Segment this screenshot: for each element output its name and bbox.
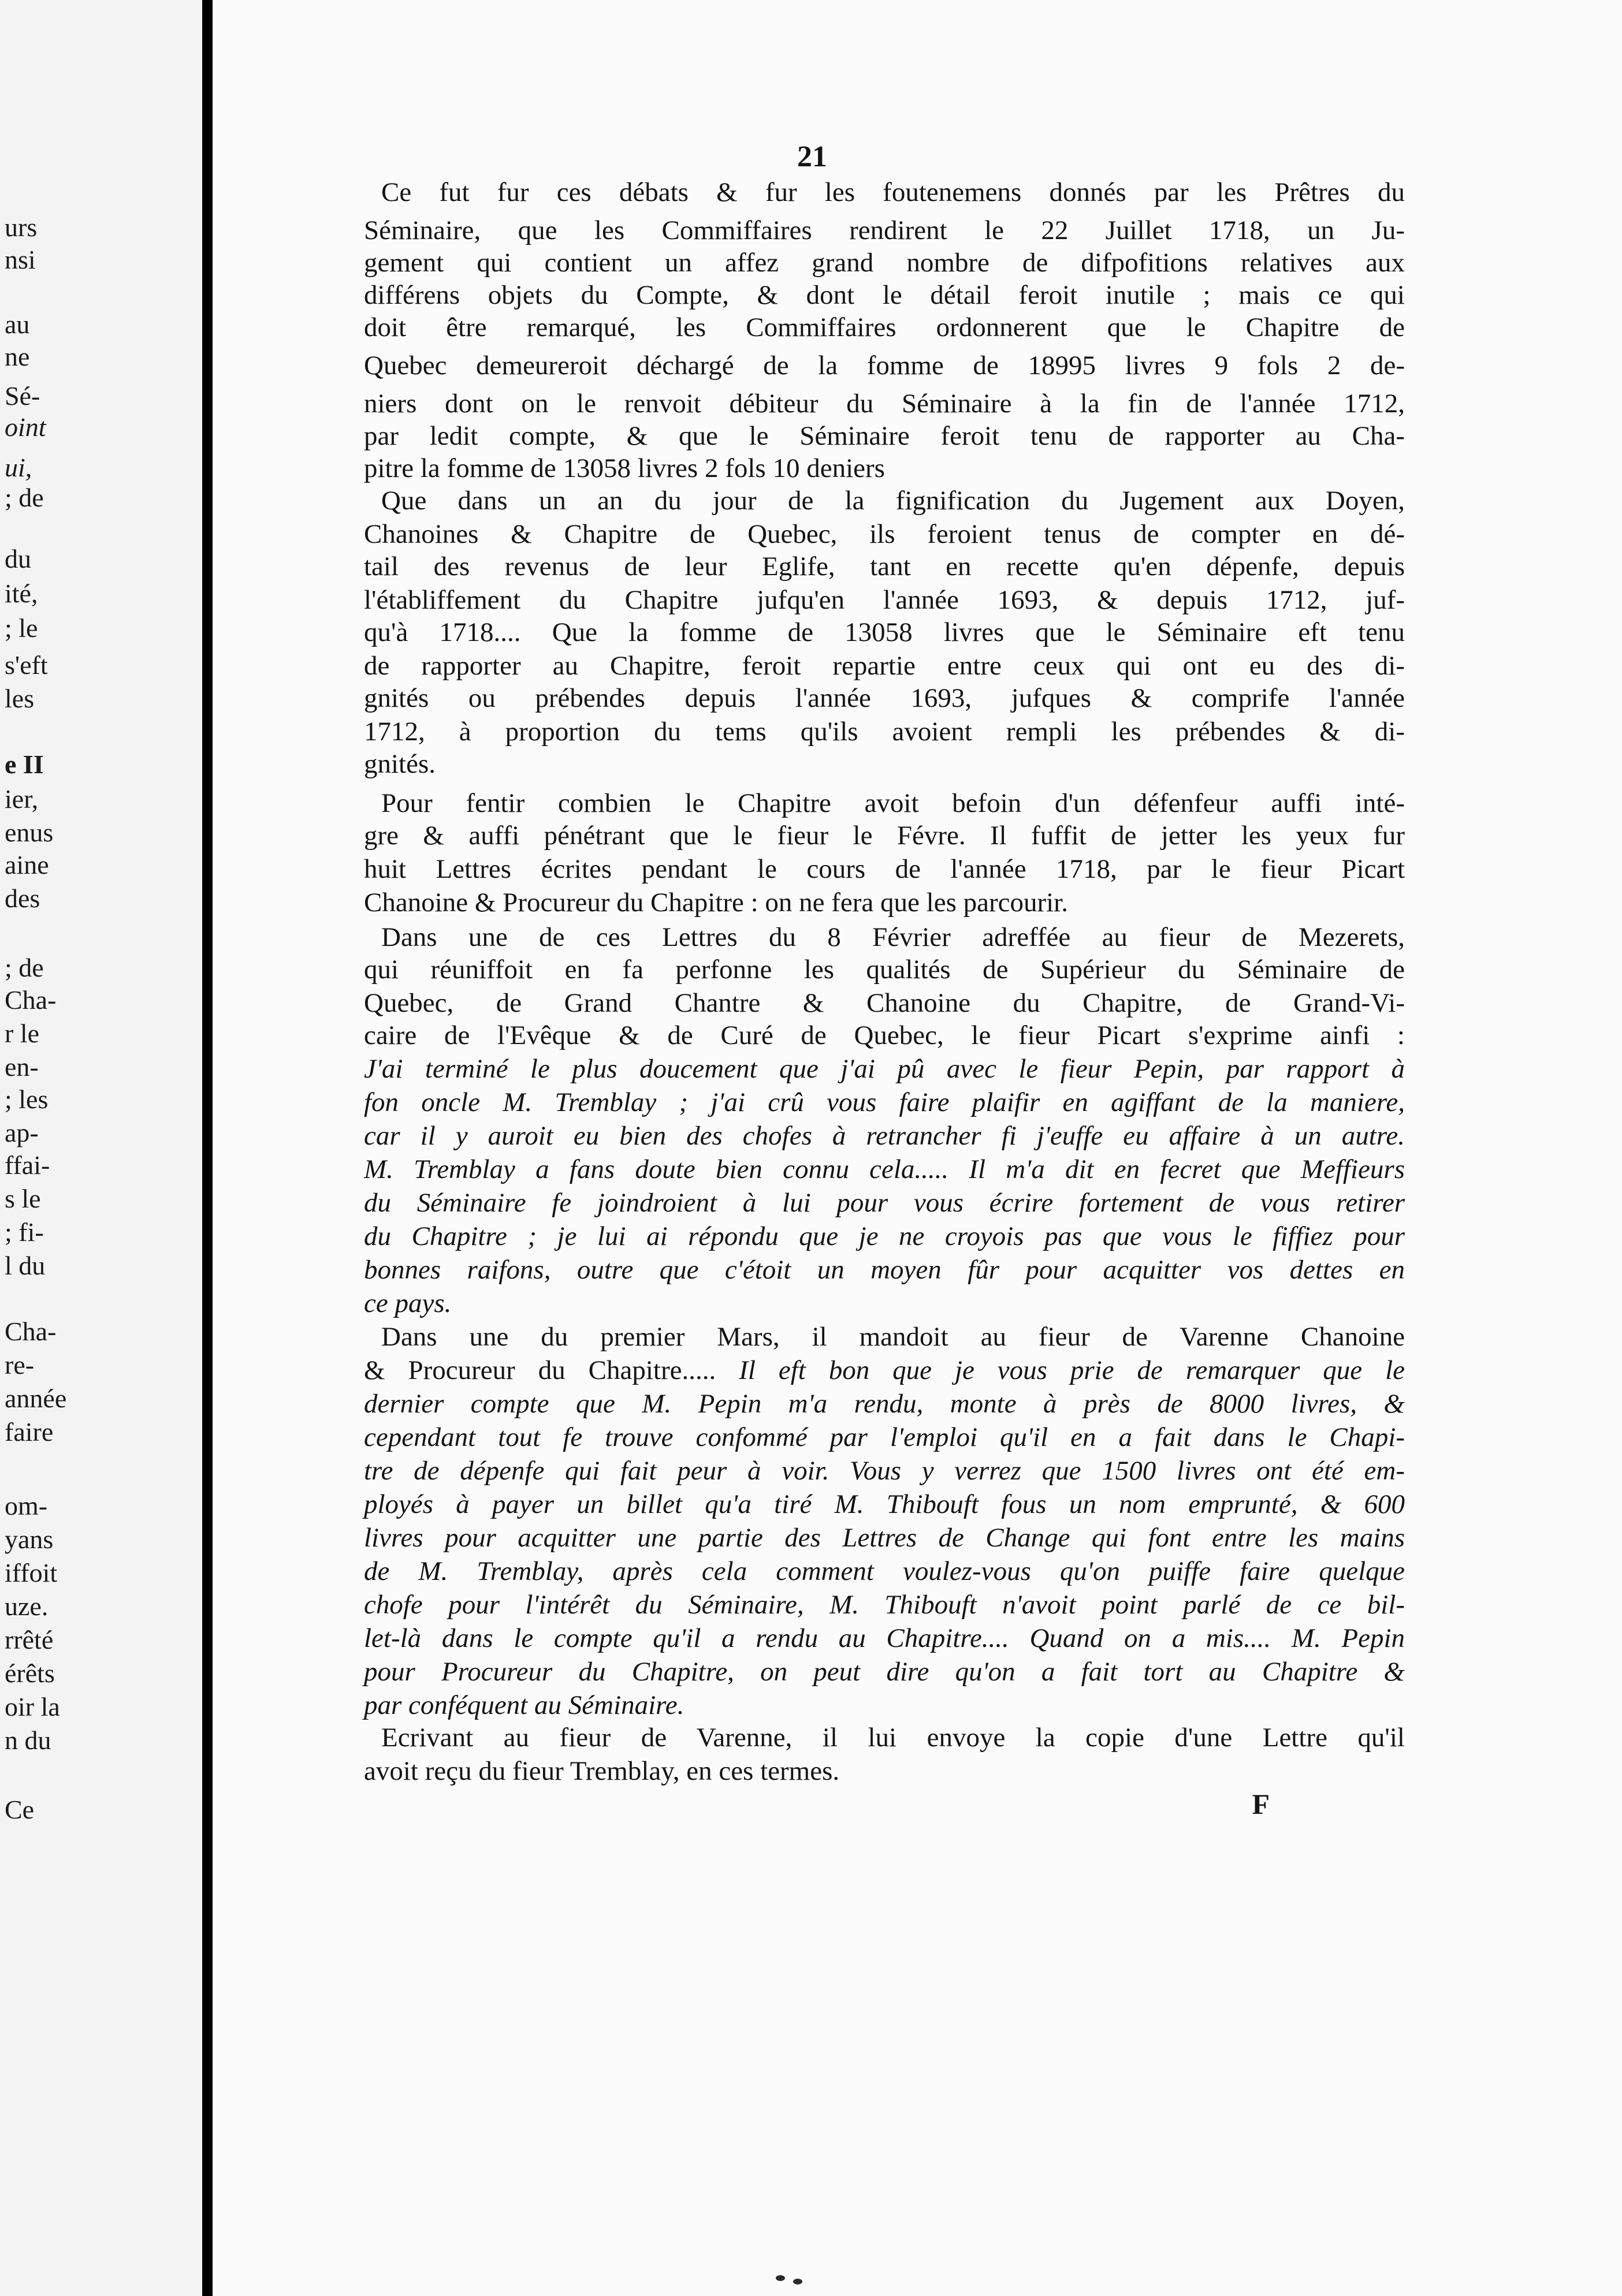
text-line: Ecrivant au fieur de Varenne, il lui envoye la copie d'une Lettre qu'il bbox=[381, 1723, 1405, 1753]
text-line: gre & auffi pénétrant que le fieur le Févre. Il fuffit de jetter les yeux fur bbox=[364, 821, 1405, 851]
text-line: qui réuniffoit en fa perfonne les qualités de Supérieur du Séminaire de bbox=[364, 955, 1405, 985]
text-line: tre de dépenfe qui fait peur à voir. Vous y verrez que 1500 livres ont été em- bbox=[364, 1456, 1405, 1486]
facing-text-fragment: uze. bbox=[5, 1591, 49, 1621]
text-line: avoit reçu du fieur Tremblay, en ces termes. bbox=[364, 1756, 840, 1786]
text-line: fon oncle M. Tremblay ; j'ai crû vous faire plaifir en agiffant de la maniere, bbox=[364, 1087, 1405, 1117]
facing-text-fragment: l du bbox=[5, 1251, 46, 1280]
text-line: gnités ou prébendes depuis l'année 1693, jufques & comprife l'année bbox=[364, 683, 1405, 713]
facing-text-fragment: ; de bbox=[5, 483, 44, 512]
text-line: de rapporter au Chapitre, feroit repartie entre ceux qui ont eu des di- bbox=[364, 651, 1405, 681]
facing-text-fragment: année bbox=[5, 1384, 67, 1413]
text-line: ployés à payer un billet qu'a tiré M. Thibouft fous un nom emprunté, & 600 bbox=[364, 1489, 1405, 1519]
facing-text-fragment: oir la bbox=[5, 1692, 60, 1721]
text-line: du Chapitre ; je lui ai répondu que je ne croyois pas que vous le fiffiez pour bbox=[364, 1221, 1405, 1251]
text-line: tail des revenus de leur Eglife, tant en recette qu'en dépenfe, depuis bbox=[364, 551, 1405, 582]
text-line: Quebec, de Grand Chantre & Chanoine du Chapitre, de Grand-Vi- bbox=[364, 988, 1405, 1018]
text-run: & Procureur du Chapitre..... bbox=[364, 1355, 716, 1385]
text-line: Chanoine & Procureur du Chapitre : on ne fera que les parcourir. bbox=[364, 888, 1068, 918]
text-line: par conféquent au Séminaire. bbox=[364, 1690, 684, 1720]
text-line: M. Tremblay a fans doute bien connu cela..... Il m'a dit en fecret que Meffieurs bbox=[364, 1154, 1405, 1184]
text-line: gnités. bbox=[364, 749, 436, 779]
text-line: Pour fentir combien le Chapitre avoit befoin d'un défenfeur auffi inté- bbox=[381, 788, 1405, 818]
text-line: Dans une de ces Lettres du 8 Février adreffée au fieur de Mezerets, bbox=[381, 922, 1405, 952]
catchword: F bbox=[1252, 1788, 1270, 1820]
facing-text-fragment: ffai- bbox=[5, 1150, 50, 1180]
page-number: 21 bbox=[797, 140, 827, 173]
facing-text-fragment: ; les bbox=[5, 1084, 49, 1114]
facing-text-fragment: r le bbox=[5, 1019, 40, 1048]
text-line: qu'à 1718.... Que la fomme de 13058 livres que le Séminaire eft tenu bbox=[364, 617, 1405, 647]
text-line: niers dont on le renvoit débiteur du Séminaire à la fin de l'année 1712, bbox=[364, 389, 1405, 419]
facing-text-fragment: aine bbox=[5, 850, 49, 879]
text-line: pitre la fomme de 13058 livres 2 fols 10 deniers bbox=[364, 453, 885, 483]
text-line: de M. Tremblay, après cela comment voulez-vous qu'on puiffe faire quelque bbox=[364, 1556, 1405, 1586]
text-line: caire de l'Evêque & de Curé de Quebec, le fieur Picart s'exprime ainfi : bbox=[364, 1020, 1405, 1050]
facing-text-fragment: ; de bbox=[5, 953, 44, 982]
facing-text-fragment: ap- bbox=[5, 1118, 39, 1147]
text-line: huit Lettres écrites pendant le cours de l'année 1718, par le fieur Picart bbox=[364, 854, 1405, 884]
facing-text-fragment: en- bbox=[5, 1052, 39, 1082]
facing-text-fragment: enus bbox=[5, 818, 54, 847]
text-line: Ce fut fur ces débats & fur les foutenemens donnés par les Prêtres du bbox=[381, 177, 1405, 207]
facing-text-fragment: des bbox=[5, 884, 40, 913]
text-line: du Séminaire fe joindroient à lui pour vous écrire fortement de vous retirer bbox=[364, 1188, 1405, 1218]
text-line: par ledit compte, & que le Séminaire feroit tenu de rapporter au Cha- bbox=[364, 421, 1405, 451]
text-run-italic: Il eft bon que je vous prie de remarquer que le bbox=[739, 1355, 1405, 1385]
ink-speck bbox=[776, 2275, 785, 2281]
facing-text-fragment: s'eft bbox=[5, 650, 48, 680]
facing-text-fragment: ier, bbox=[5, 784, 39, 814]
text-line: J'ai terminé le plus doucement que j'ai pû avec le fieur Pepin, par rapport à bbox=[364, 1054, 1405, 1084]
facing-text-fragment: ne bbox=[5, 342, 30, 371]
facing-text-fragment: ui, bbox=[5, 453, 32, 482]
text-line: doit être remarqué, les Commiffaires ordonnerent que le Chapitre de bbox=[364, 312, 1405, 342]
facing-text-fragment: ité, bbox=[5, 579, 38, 608]
facing-text-fragment: re- bbox=[5, 1350, 35, 1380]
text-line: 1712, à proportion du tems qu'ils avoient rempli les prébendes & di- bbox=[364, 717, 1405, 747]
facing-text-fragment: du bbox=[5, 544, 31, 573]
facing-text-fragment: les bbox=[5, 684, 35, 713]
facing-text-fragment: au bbox=[5, 310, 30, 339]
text-line: Séminaire, que les Commiffaires rendirent le 22 Juillet 1718, un Ju- bbox=[364, 215, 1405, 245]
facing-text-fragment: Ce bbox=[5, 1795, 35, 1824]
facing-text-fragment: nsi bbox=[5, 245, 36, 274]
page bbox=[213, 0, 1622, 2296]
text-line: différens objets du Compte, & dont le détail feroit inutile ; mais ce qui bbox=[364, 280, 1405, 310]
facing-text-fragment: iffoit bbox=[5, 1558, 58, 1587]
text-line: Dans une du premier Mars, il mandoit au fieur de Varenne Chanoine bbox=[381, 1322, 1405, 1352]
text-line: dernier compte que M. Pepin m'a rendu, monte à près de 8000 livres, & bbox=[364, 1389, 1405, 1419]
text-line: ce pays. bbox=[364, 1288, 452, 1318]
text-line: Chanoines & Chapitre de Quebec, ils feroient tenus de compter en dé- bbox=[364, 519, 1405, 549]
text-line: livres pour acquitter une partie des Lettres de Change qui font entre les mains bbox=[364, 1523, 1405, 1553]
text-line: Que dans un an du jour de la fignification du Jugement aux Doyen, bbox=[381, 486, 1405, 516]
facing-text-fragment: ; le bbox=[5, 613, 38, 643]
facing-text-fragment: ; fi- bbox=[5, 1217, 44, 1247]
text-line: Quebec demeureroit déchargé de la fomme de 18995 livres 9 fols 2 de- bbox=[364, 351, 1405, 381]
text-line bbox=[364, 1351, 1405, 1389]
facing-text-fragment: Sé- bbox=[5, 381, 40, 411]
facing-text-fragment: faire bbox=[5, 1417, 54, 1447]
text-line: cependant tout fe trouve confommé par l'emploi qu'il en a fait dans le Chapi- bbox=[364, 1422, 1405, 1452]
facing-text-fragment: e II bbox=[5, 750, 44, 779]
text-line: l'établiffement du Chapitre jufqu'en l'année 1693, & depuis 1712, juf- bbox=[364, 585, 1405, 615]
text-line: chofe pour l'intérêt du Séminaire, M. Thibouft n'avoit point parlé de ce bil- bbox=[364, 1590, 1405, 1620]
facing-text-fragment: rrêté bbox=[5, 1625, 54, 1654]
facing-text-fragment: urs bbox=[5, 213, 38, 242]
text-line: let-là dans le compte qu'il a rendu au Chapitre.... Quand on a mis.... M. Pepin bbox=[364, 1623, 1405, 1653]
text-line: gement qui contient un affez grand nombre de difpofitions relatives aux bbox=[364, 248, 1405, 278]
facing-text-fragment: Cha- bbox=[5, 1317, 57, 1346]
text-line: car il y auroit eu bien des chofes à retrancher fi j'euffe eu affaire à un autre. bbox=[364, 1121, 1405, 1151]
text-line: pour Procureur du Chapitre, on peut dire qu'on a fait tort au Chapitre & bbox=[364, 1657, 1405, 1687]
ink-speck bbox=[793, 2279, 802, 2284]
facing-text-fragment: érêts bbox=[5, 1658, 55, 1688]
facing-text-fragment: n du bbox=[5, 1725, 51, 1755]
facing-text-fragment: Cha- bbox=[5, 985, 57, 1015]
facing-page-edge bbox=[0, 0, 202, 2296]
facing-text-fragment: oint bbox=[5, 412, 46, 442]
facing-text-fragment: om- bbox=[5, 1491, 48, 1520]
facing-text-fragment: yans bbox=[5, 1525, 54, 1554]
facing-text-fragment: s le bbox=[5, 1184, 41, 1213]
text-line: bonnes raifons, outre que c'étoit un moyen fûr pour acquitter vos dettes en bbox=[364, 1255, 1405, 1285]
